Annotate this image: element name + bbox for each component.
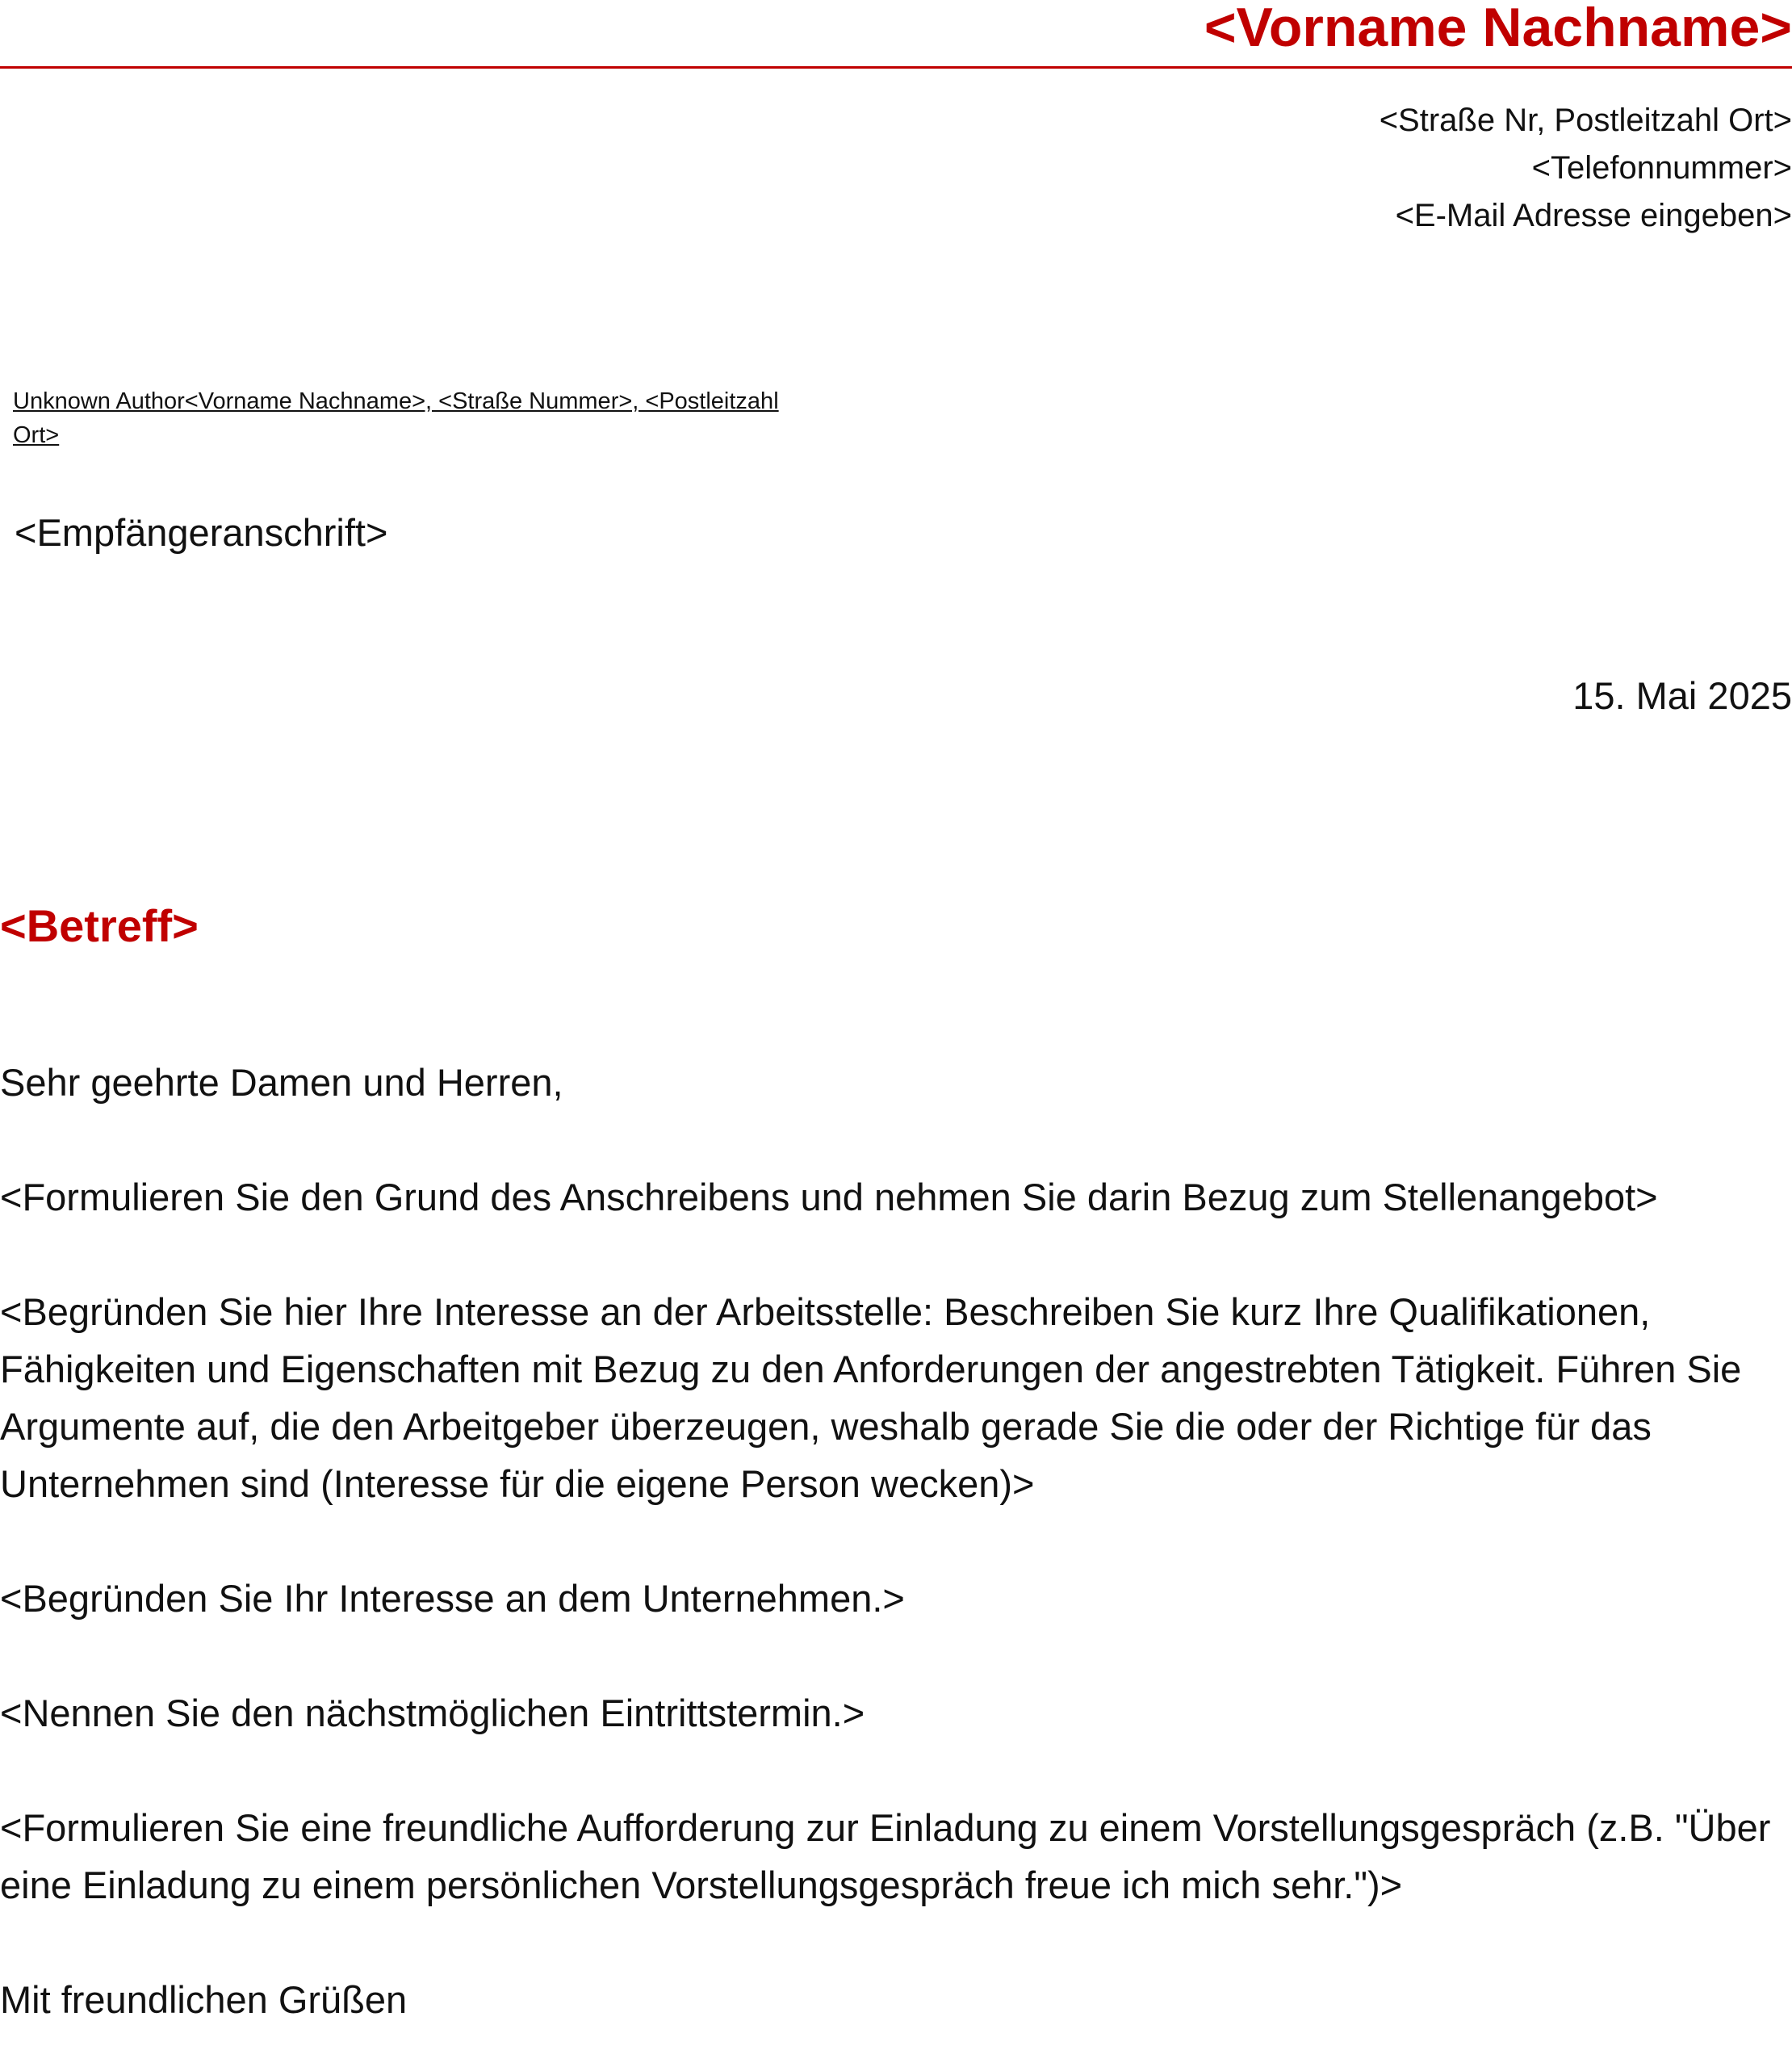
body-paragraph-start-date: <Nennen Sie den nächstmöglichen Eintrittstermin.> — [0, 1692, 865, 1734]
letter-date: 15. Mai 2025 — [1572, 674, 1792, 717]
letter-subject: <Betreff> — [0, 900, 199, 951]
closing: Mit freundlichen Grüßen — [0, 1978, 408, 2021]
sender-name-heading: <Vorname Nachname> — [1204, 0, 1792, 58]
salutation: Sehr geehrte Damen und Herren, — [0, 1061, 563, 1104]
letter-body — [0, 1054, 1792, 2028]
body-paragraph-qualifications: <Begründen Sie hier Ihre Interesse an der Arbeitsstelle: Beschreiben Sie kurz Ihre Qualifikationen, Fähigkeiten und Eigenschaften mit Bezug zu den Anforderungen der angestrebten Tätigkeit. Führen Sie Argumente auf, die den Arbeitgeber überzeugen, weshalb gerade Sie die oder der Richtige für das Unternehmen sind (Interesse für die eigene Person wecken)> — [0, 1290, 1742, 1505]
header-divider — [0, 66, 1792, 69]
body-paragraph-reason: <Formulieren Sie den Grund des Anschreibens und nehmen Sie darin Bezug zum Stellenangebot> — [0, 1176, 1658, 1218]
recipient-address: <Empfängeranschrift> — [15, 511, 388, 554]
sender-email: <E-Mail Adresse eingeben> — [1395, 198, 1792, 233]
sender-address: <Straße Nr, Postleitzahl Ort> — [1379, 103, 1792, 138]
body-paragraph-interview-request: <Formulieren Sie eine freundliche Aufforderung zur Einladung zu einem Vorstellungsgespräch (z.B. "Über eine Einladung zu einem persönlichen Vorstellungsgespräch freue ich mich sehr.")> — [0, 1806, 1771, 1906]
return-address-line: Unknown Author<Vorname Nachname>, <Straße Nummer>, <Postleitzahl Ort> — [13, 388, 779, 448]
sender-phone: <Telefonnummer> — [1531, 150, 1792, 186]
body-paragraph-company-interest: <Begründen Sie Ihr Interesse an dem Unternehmen.> — [0, 1577, 905, 1620]
sender-contact-block — [1380, 97, 1792, 240]
